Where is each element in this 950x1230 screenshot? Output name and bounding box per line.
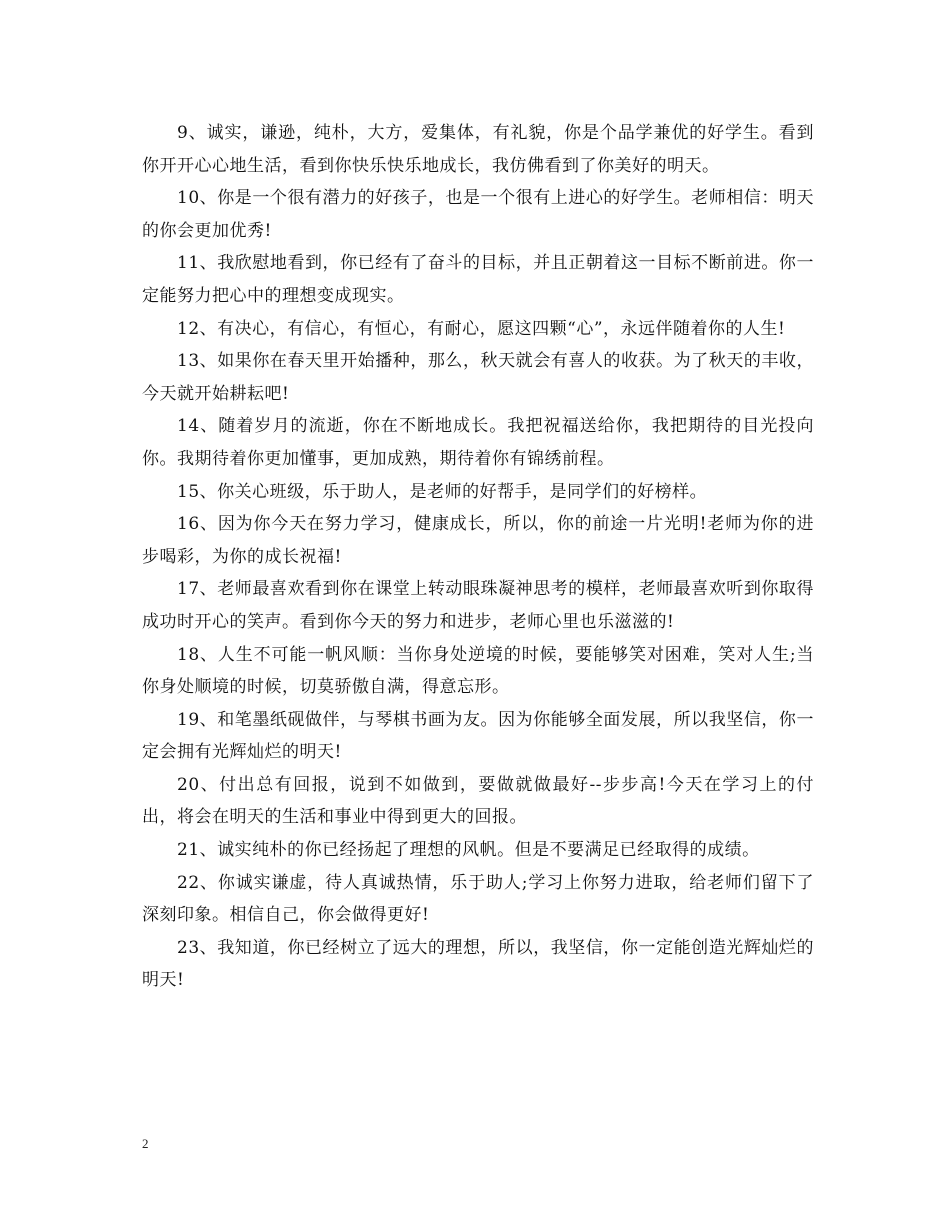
paragraph-13: 13、如果你在春天里开始播种，那么，秋天就会有喜人的收获。为了秋天的丰收，今天就开始耕耘吧! xyxy=(142,351,814,404)
paragraph-21: 21、诚实纯朴的你已经扬起了理想的风帆。但是不要满足已经取得的成绩。 xyxy=(177,840,760,861)
paragraph-22: 22、你诚实谦虚，待人真诚热情，乐于助人;学习上你努力进取，给老师们留下了深刻印象。相信自己，你会做得更好! xyxy=(142,872,814,926)
page-number: 2 xyxy=(142,1136,149,1151)
paragraph-23: 23、我知道，你已经树立了远大的理想，所以，我坚信，你一定能创造光辉灿烂的明天! xyxy=(142,937,814,991)
paragraph-19: 19、和笔墨纸砚做伴，与琴棋书画为友。因为你能够全面发展，所以我坚信，你一定会拥有光辉灿烂的明天! xyxy=(142,709,814,763)
paragraph-12: 12、有决心，有信心，有恒心，有耐心，愿这四颗“心”，永远伴随着你的人生! xyxy=(177,318,786,339)
paragraph-16: 16、因为你今天在努力学习，健康成长，所以，你的前途一片光明!老师为你的进步喝彩，为你的成长祝福! xyxy=(142,514,814,567)
paragraph-20: 20、付出总有回报，说到不如做到，要做就做最好--步步高!今天在学习上的付出，将会在明天的生活和事业中得到更大的回报。 xyxy=(142,774,814,828)
document-body xyxy=(142,117,814,997)
paragraph-14: 14、随着岁月的流逝，你在不断地成长。我把祝福送给你，我把期待的目光投向你。我期待着你更加懂事，更加成熟，期待着你有锦绣前程。 xyxy=(142,416,814,469)
paragraph-15: 15、你关心班级，乐于助人，是老师的好帮手，是同学们的好榜样。 xyxy=(177,481,708,502)
paragraph-11: 11、我欣慰地看到，你已经有了奋斗的目标，并且正朝着这一目标不断前进。你一定能努力把心中的理想变成现实。 xyxy=(142,253,814,306)
paragraph-18: 18、人生不可能一帆风顺：当你身处逆境的时候，要能够笑对困难，笑对人生;当你身处顺境的时候，切莫骄傲自满，得意忘形。 xyxy=(142,644,814,698)
paragraph-9: 9、诚实，谦逊，纯朴，大方，爱集体，有礼貌，你是个品学兼优的好学生。看到你开开心心地生活，看到你快乐快乐地成长，我仿佛看到了你美好的明天。 xyxy=(142,123,814,176)
paragraph-10: 10、你是一个很有潜力的好孩子，也是一个很有上进心的好学生。老师相信：明天的你会更加优秀! xyxy=(142,188,814,241)
paragraph-17: 17、老师最喜欢看到你在课堂上转动眼珠凝神思考的模样，老师最喜欢听到你取得成功时开心的笑声。看到你今天的努力和进步，老师心里也乐滋滋的! xyxy=(142,579,814,632)
